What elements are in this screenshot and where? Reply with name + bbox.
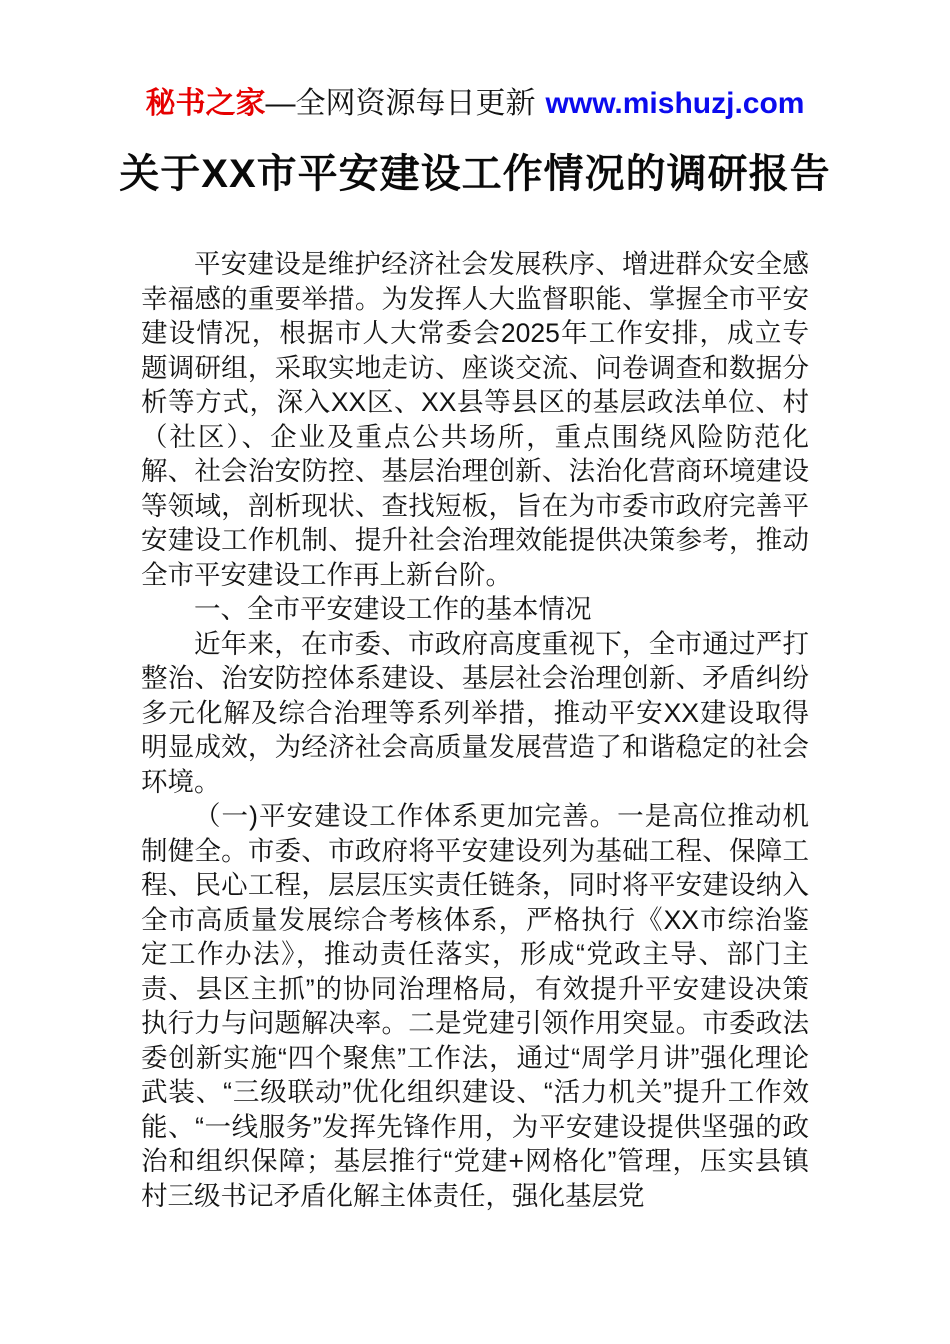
document-body — [141, 247, 809, 1213]
paragraph: 平安建设是维护经济社会发展秩序、增进群众安全感幸福感的重要举措。为发挥人大监督职能、掌握全市平安建设情况，根据市人大常委会2025年工作安排，成立专题调研组，采取实地走访、座谈交流、问卷调查和数据分析等方式，深入XX区、XX县等县区的基层政法单位、村（社区）、企业及重点公共场所，重点围绕风险防范化解、社会治安防控、基层治理创新、法治化营商环境建设等领域，剖析现状、查找短板，旨在为市委市政府完善平安建设工作机制、提升社会治理效能提供决策参考，推动全市平安建设工作再上新台阶。 — [141, 249, 809, 590]
site-brand: 秘书之家 — [145, 87, 266, 120]
paragraph: 近年来，在市委、市政府高度重视下，全市通过严打整治、治安防控体系建设、基层社会治理创新、矛盾纠纷多元化解及综合治理等系列举措，推动平安XX建设取得明显成效，为经济社会高质量发展营造了和谐稳定的社会环境。 — [141, 628, 809, 797]
site-url-link[interactable]: www.mishuzj.com — [545, 87, 805, 120]
document-title: 关于XX市平安建设工作情况的调研报告 — [119, 152, 831, 196]
site-tagline: —全网资源每日更新 — [265, 87, 536, 120]
paragraph: （一)平安建设工作体系更加完善。一是高位推动机制健全。市委、市政府将平安建设列为基础工程、保障工程、民心工程，层层压实责任链条，同时将平安建设纳入全市高质量发展综合考核体系，严格执行《XX市综治鉴定工作办法》，推动责任落实，形成“党政主导、部门主责、县区主抓”的协同治理格局，有效提升平安建设决策执行力与问题解决率。二是党建引领作用突显。市委政法委创新实施“四个聚焦”工作法，通过“周学月讲”强化理论武装、“三级联动”优化组织建设、“活力机关”提升工作效能、“一线服务”发挥先锋作用，为平安建设提供坚强的政治和组织保障；基层推行“党建+网格化”管理，压实县镇村三级书记矛盾化解主体责任，强化基层党 — [141, 801, 809, 1211]
site-masthead — [0, 0, 950, 122]
section-heading: 一、全市平安建设工作的基本情况 — [194, 594, 592, 624]
